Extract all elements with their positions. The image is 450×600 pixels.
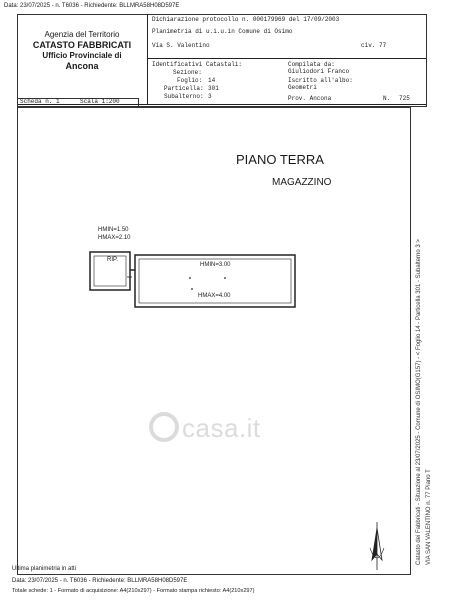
footer-note: Ultima planimetria in atti — [12, 566, 77, 572]
agency-line-2: CATASTO FABBRICATI — [32, 40, 132, 50]
particella-value: 301 — [208, 85, 219, 92]
n-value: 725 — [399, 95, 410, 102]
scheda-label: Scheda n. 1 — [20, 98, 60, 105]
agency-block — [17, 30, 147, 72]
scala-label: Scala 1:200 — [80, 98, 120, 105]
declaration-address: Via S. Valentino — [152, 42, 210, 49]
plan-dot-1 — [189, 277, 191, 279]
plan-dot-2 — [224, 277, 226, 279]
subalterno-value: 3 — [208, 93, 212, 100]
foglio-value: 14 — [208, 77, 216, 84]
top-header-text: Data: 23/07/2025 - n. T6036 - Richiedente: BLLMRA58H08D597E — [4, 3, 180, 9]
side-text-1: Catasto dei Fabbricati - Situazione al 23/07/2025 - Comune di OSIMO(G157) - < Foglio 14 - Particella 301 - Subalterno 3 > — [416, 239, 422, 565]
rip-label: RIP. — [107, 257, 118, 263]
agency-line-1: Agenzia del Territorio — [44, 30, 120, 39]
n-label: N. — [383, 95, 391, 102]
albo-label: Iscritto all'albo: — [288, 77, 353, 84]
compiler-name: Giuliodori Franco — [288, 68, 350, 75]
hmax-big-label: HMAX=4.00 — [198, 293, 231, 299]
footer-line-2: Totale schede: 1 - Formato di acquisizione: A4(210x297) - Formato stampa richiesto: A4(210x297) — [12, 588, 255, 594]
sezione-label: Sezione: — [173, 69, 202, 76]
foglio-label: Foglio: — [177, 77, 203, 84]
footer-line-1: Data: 23/07/2025 - n. T6036 - Richiedente: BLLMRA58H08D597E — [12, 578, 188, 584]
identifiers-title: Identificativi Catastali: — [152, 61, 243, 68]
watermark-text: casa.it — [182, 413, 261, 443]
north-arrow-icon — [362, 520, 392, 572]
agency-line-3: Ufficio Provinciale di — [42, 51, 122, 60]
compiler-label: Compilata da: — [288, 61, 335, 68]
drawing-frame — [17, 107, 411, 575]
side-text-2: VIA SAN VALENTINO n. 77 Piano T — [426, 469, 432, 565]
watermark-logo-icon — [149, 412, 179, 442]
hmax-small-label: HMAX=2.10 — [98, 235, 131, 241]
particella-label: Particella: — [164, 85, 204, 92]
plan-subtitle: MAGAZZINO — [272, 177, 332, 188]
header-hline-1 — [147, 58, 426, 59]
prov-label: Prov. Ancona — [288, 95, 332, 102]
plan-dot-3 — [191, 288, 193, 290]
agency-line-4: Ancona — [65, 61, 99, 71]
hmin-small-label: HMIN=1.50 — [98, 227, 129, 233]
declaration-civ: civ. 77 — [361, 42, 387, 49]
declaration-line-2: Planimetria di u.i.u.in Comune di Osimo — [152, 28, 293, 35]
hmin-big-label: HMIN=3.00 — [200, 262, 231, 268]
albo-value: Geometri — [288, 84, 317, 91]
subalterno-label: Subalterno: — [164, 93, 204, 100]
plan-title: PIANO TERRA — [236, 152, 324, 167]
declaration-line-1: Dichiarazione protocollo n. 000179969 del 17/09/2003 — [152, 16, 340, 23]
header-divider — [147, 14, 148, 105]
